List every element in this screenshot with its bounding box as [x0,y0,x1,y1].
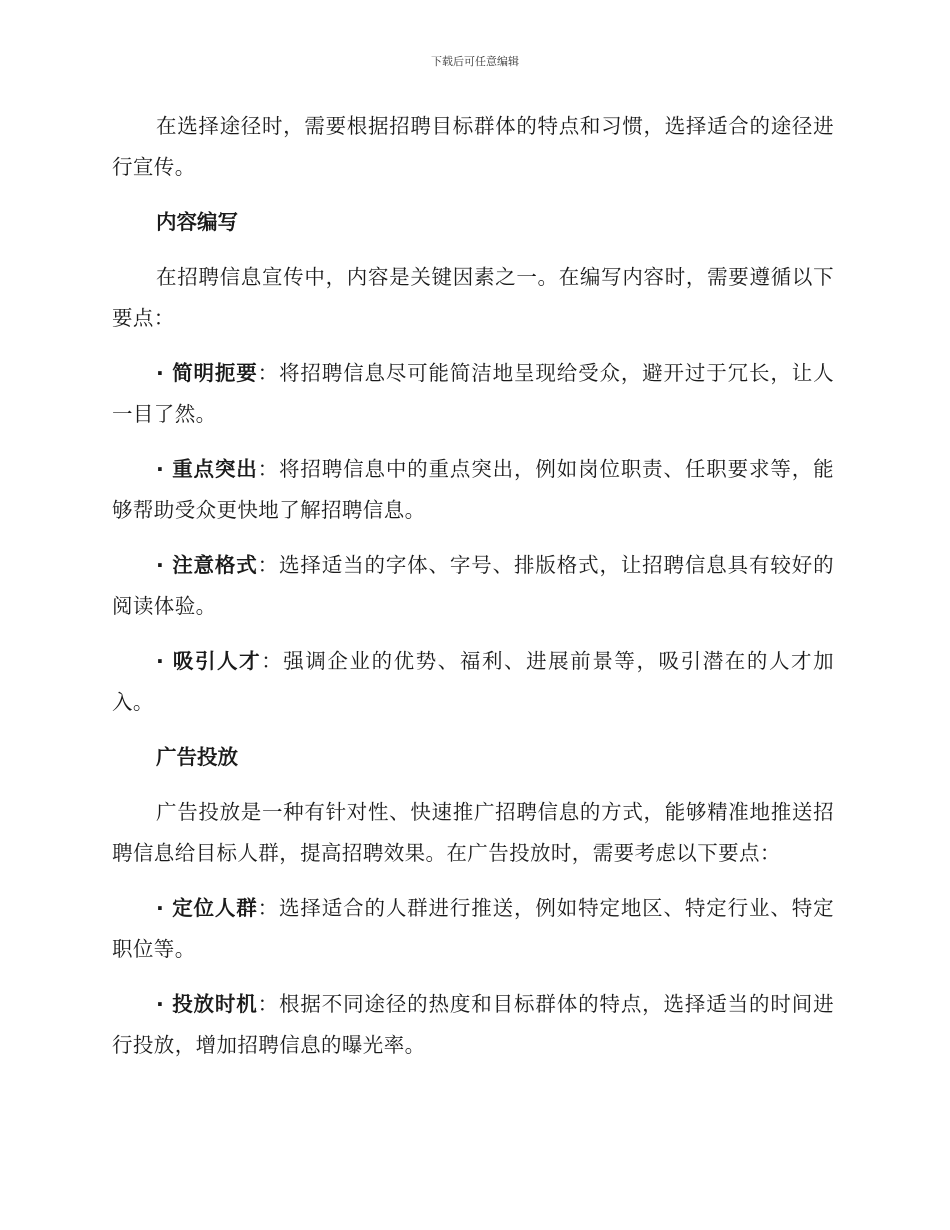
bullet-target-audience [112,888,834,970]
bullet-timing [112,984,834,1066]
bullet-term: · 注意格式 [156,553,258,577]
bullet-term: · 投放时机 [156,992,258,1016]
bullet-text: ：将招聘信息中的重点突出，例如岗位职责、任职要求等，能够帮助受众更快地了解招聘信息。 [112,457,834,522]
bullet-text: ：选择适合的人群进行推送，例如特定地区、特定行业、特定职位等。 [112,896,834,961]
document-body [112,106,834,1080]
paragraph-channel-selection: 在选择途径时，需要根据招聘目标群体的特点和习惯，选择适合的途径进行宣传。 [112,114,834,179]
paragraph-content-intro: 在招聘信息宣传中，内容是关键因素之一。在编写内容时，需要遵循以下要点： [112,265,834,330]
bullet-text: ：选择适当的字体、字号、排版格式，让招聘信息具有较好的阅读体验。 [112,553,834,618]
bullet-attract-talent [112,641,834,723]
bullet-highlight [112,449,834,531]
bullet-text: ：根据不同途径的热度和目标群体的特点，选择适当的时间进行投放，增加招聘信息的曝光率。 [112,992,834,1057]
page-header: 下载后可任意编辑 [431,55,519,68]
bullet-term: · 吸引人才 [156,649,262,673]
paragraph-advertising-intro: 广告投放是一种有针对性、快速推广招聘信息的方式，能够精准地推送招聘信息给目标人群，提高招聘效果。在广告投放时，需要考虑以下要点： [112,800,834,865]
bullet-term: · 定位人群 [156,896,258,920]
bullet-concise [112,353,834,435]
bullet-format [112,545,834,627]
bullet-text: ：将招聘信息尽可能简洁地呈现给受众，避开过于冗长，让人一目了然。 [112,361,834,426]
section-heading-content-writing: 内容编写 [156,210,238,234]
bullet-text: ：强调企业的优势、福利、进展前景等，吸引潜在的人才加入。 [112,649,834,714]
section-heading-advertising: 广告投放 [156,745,238,769]
bullet-term: · 简明扼要 [156,361,258,385]
bullet-term: · 重点突出 [156,457,258,481]
